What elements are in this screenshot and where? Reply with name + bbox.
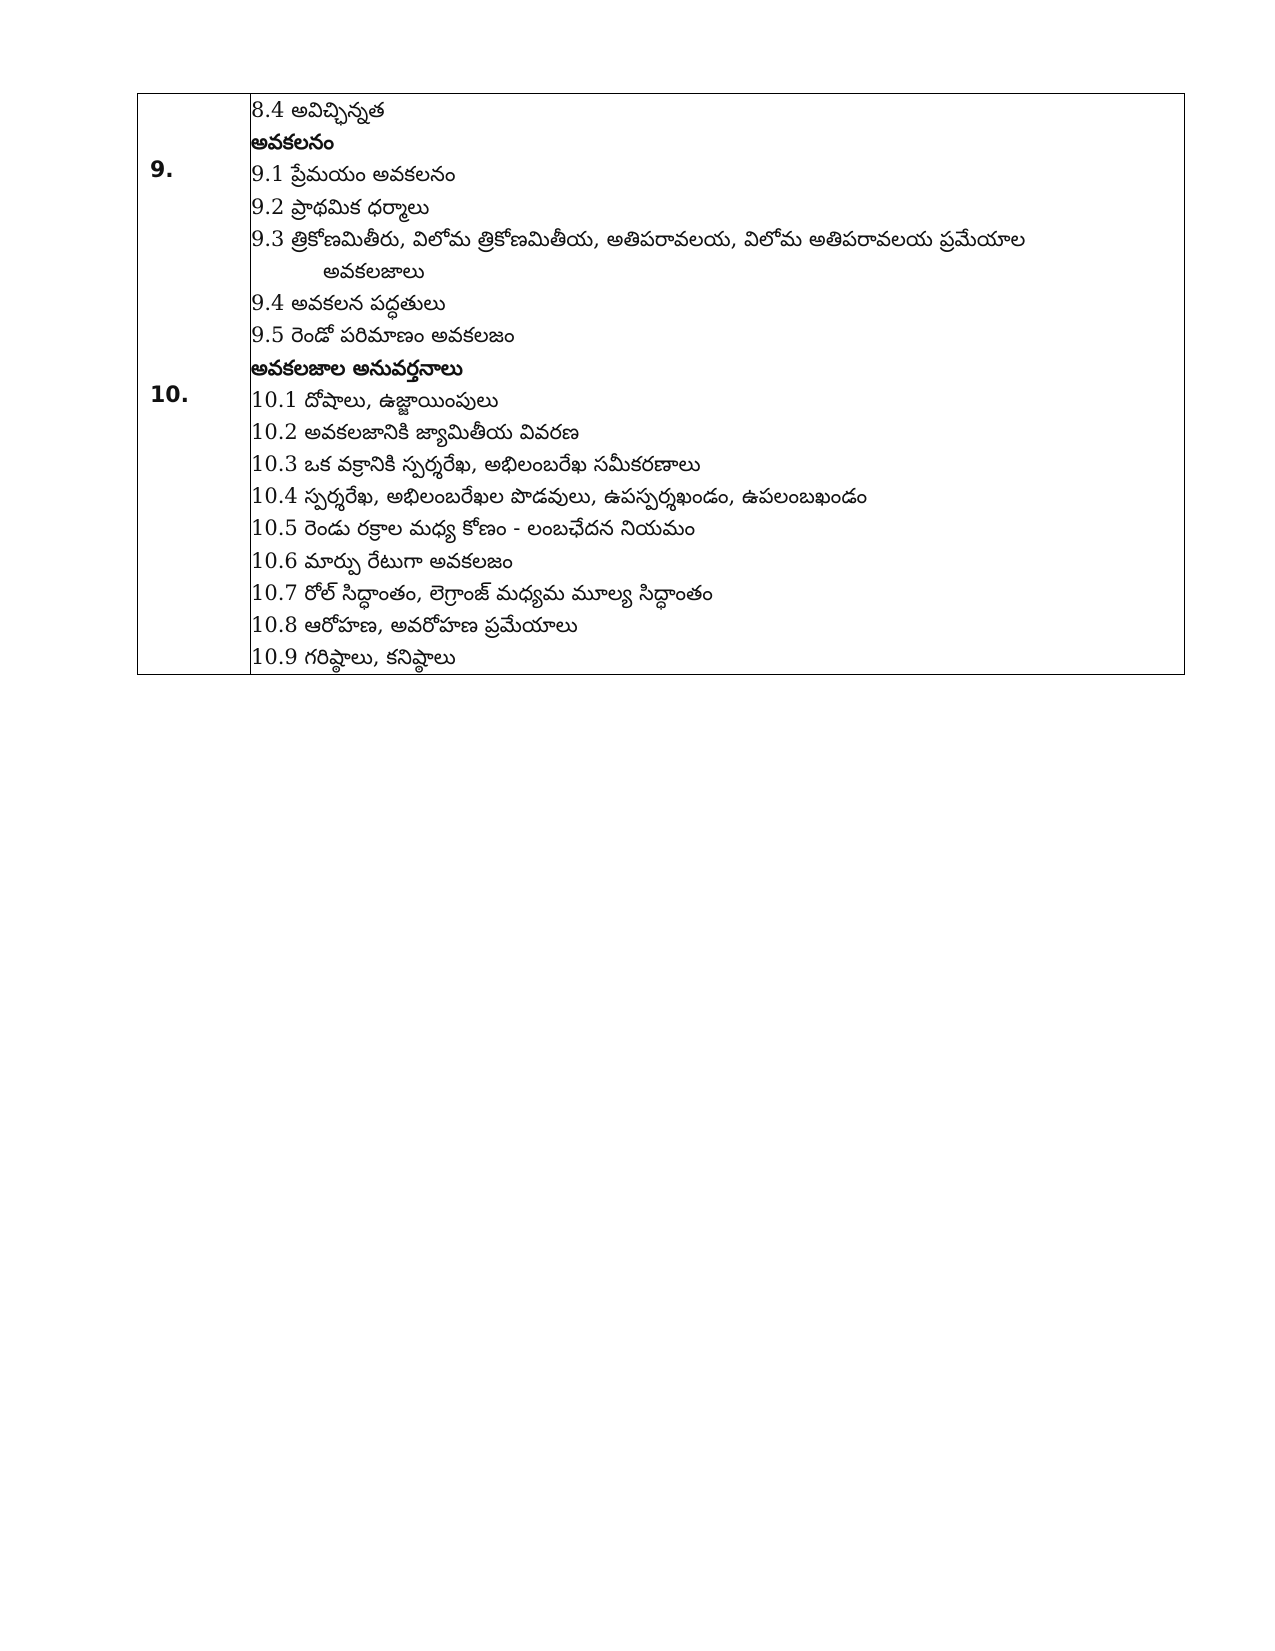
table-row xyxy=(138,94,1185,675)
list-item: 10.5 రెండు రక్రాల మధ్య కోణం - లంబఛేదన నియమం xyxy=(251,516,696,541)
list-item: 9.3 త్రికోణమితీరు, విలోమ త్రికోణమితీయ, అతిపరావలయ, విలోమ అతిపరావలయ ప్రమేయాల xyxy=(251,226,1026,251)
list-item: 9.5 రెండో పరిమాణం అవకలజం xyxy=(251,323,515,348)
syllabus-table xyxy=(137,93,1185,675)
list-item: 10.8 ఆరోహణ, అవరోహణ ప్రమేయాలు xyxy=(251,613,578,637)
list-item: 10.6 మార్పు రేటుగా అవకలజం xyxy=(251,548,513,573)
list-item: 10.3 ఒక వక్రానికి స్పర్శరేఖ, అభిలంబరేఖ సమీకరణాలు xyxy=(251,452,701,477)
list-item: 10.1 దోషాలు, ఉజ్జాయింపులు xyxy=(251,387,499,412)
content-cell xyxy=(251,94,1185,675)
section-heading: అవకలజాల అనువర్తనాలు xyxy=(251,355,463,380)
list-item: 10.7 రోల్ సిద్ధాంతం, లెగ్రాంజ్ మధ్యమ మూల్య సిద్ధాంతం xyxy=(251,580,713,605)
list-item: 9.1 ప్రేమయం అవకలనం xyxy=(251,162,456,187)
list-item: 9.4 అవకలన పద్ధతులు xyxy=(251,291,446,316)
list-item: 9.2 ప్రాథమిక ధర్మాలు xyxy=(251,194,430,219)
list-item: 8.4 అవిచ్ఛిన్నత xyxy=(251,98,385,122)
list-item: 10.4 స్పర్శరేఖ, అభిలంబరేఖల పొడవులు, ఉపస్పర్శఖండం, ఉపలంబఖండం xyxy=(251,484,868,509)
section-heading: అవకలనం xyxy=(251,130,334,155)
section-number-9: 9. xyxy=(150,158,174,183)
section-number-cell xyxy=(138,94,251,675)
list-item: 10.2 అవకలజానికి జ్యామితీయ వివరణ xyxy=(251,419,580,444)
list-item: 10.9 గరిష్ఠాలు, కనిష్ఠాలు xyxy=(251,645,456,670)
section-number-10: 10. xyxy=(150,383,189,408)
list-item-continuation: అవకలజాలు xyxy=(323,258,425,283)
